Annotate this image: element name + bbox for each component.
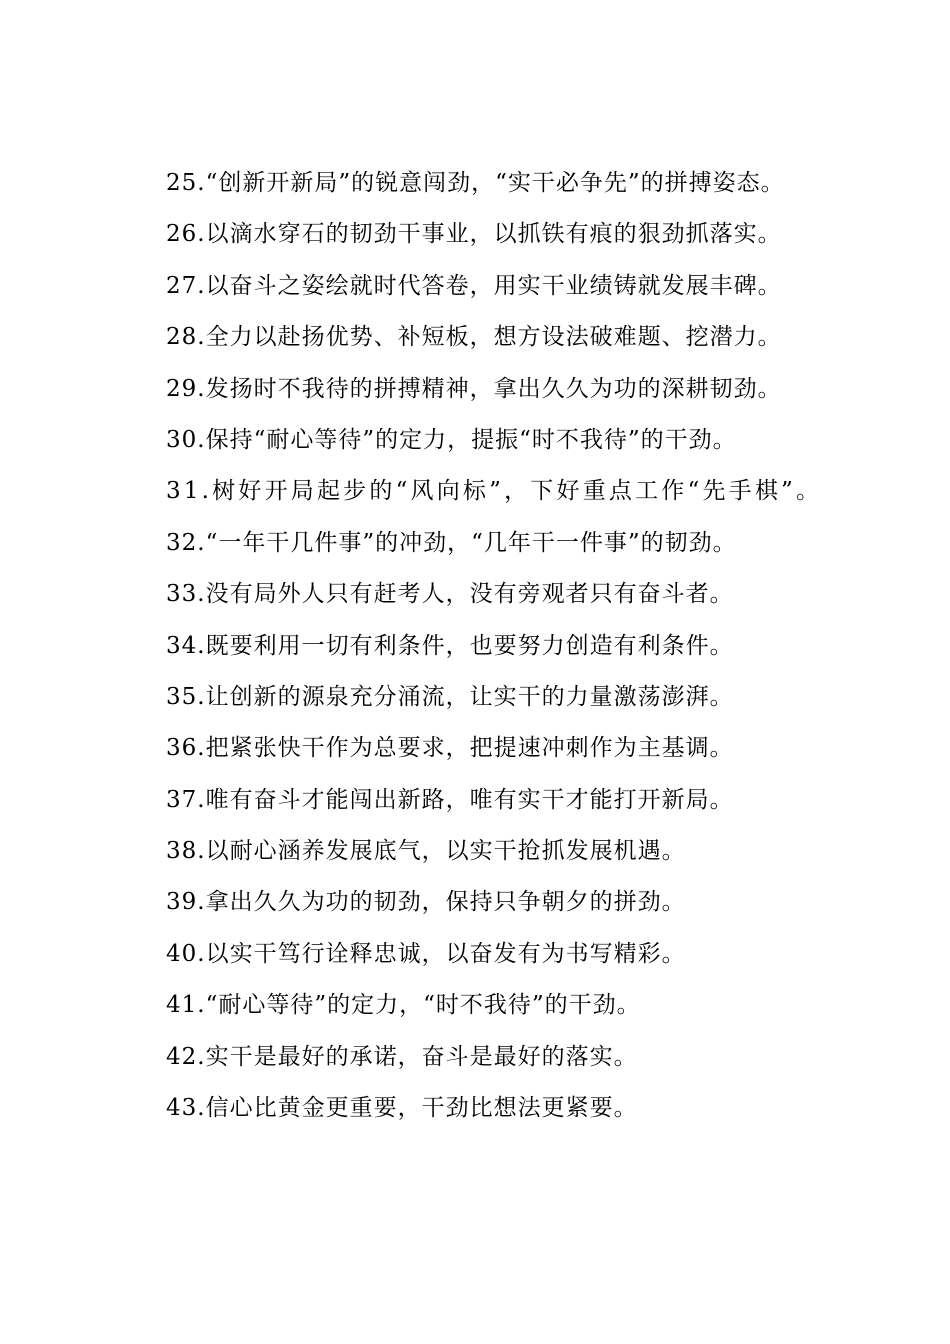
document-body — [128, 168, 832, 1144]
list-item-37: 37.唯有奋斗才能闯出新路，唯有实干才能打开新局。 — [166, 786, 734, 813]
list-item-32: 32.“一年干几件事”的冲劲，“几年干一件事”的韧劲。 — [166, 529, 737, 556]
list-item-35: 35.让创新的源泉充分涌流，让实干的力量激荡澎湃。 — [166, 683, 734, 710]
list-item-36: 36.把紧张快干作为总要求，把提速冲刺作为主基调。 — [166, 735, 734, 762]
list-item-25: 25.“创新开新局”的锐意闯劲，“实干必争先”的拼搏姿态。 — [166, 170, 785, 196]
list-item-43: 43.信心比黄金更重要，干劲比想法更紧要。 — [166, 1095, 638, 1122]
list-item-31: 31.树好开局起步的“风向标”，下好重点工作“先手棋”。 — [166, 478, 823, 505]
list-item-29: 29.发扬时不我待的拼搏精神，拿出久久为功的深耕韧劲。 — [166, 375, 782, 402]
list-item-38: 38.以耐心涵养发展底气，以实干抢抓发展机遇。 — [166, 838, 686, 865]
list-item-40: 40.以实干笃行诠释忠诚，以奋发有为书写精彩。 — [166, 940, 686, 967]
list-item-39: 39.拿出久久为功的韧劲，保持只争朝夕的拼劲。 — [166, 889, 686, 916]
list-item-30: 30.保持“耐心等待”的定力，提振“时不我待”的干劲。 — [166, 426, 737, 453]
list-item-42: 42.实干是最好的承诺，奋斗是最好的落实。 — [166, 1043, 638, 1070]
list-item-34: 34.既要利用一切有利条件，也要努力创造有利条件。 — [166, 632, 734, 659]
list-item-26: 26.以滴水穿石的韧劲干事业，以抓铁有痕的狠劲抓落实。 — [166, 221, 782, 248]
list-item-41: 41.“耐心等待”的定力，“时不我待”的干劲。 — [166, 992, 641, 1019]
list-item-28: 28.全力以赴扬优势、补短板，想方设法破难题、挖潜力。 — [166, 324, 782, 351]
list-item-27: 27.以奋斗之姿绘就时代答卷，用实干业绩铸就发展丰碑。 — [166, 272, 782, 299]
list-item-33: 33.没有局外人只有赶考人，没有旁观者只有奋斗者。 — [166, 581, 734, 608]
